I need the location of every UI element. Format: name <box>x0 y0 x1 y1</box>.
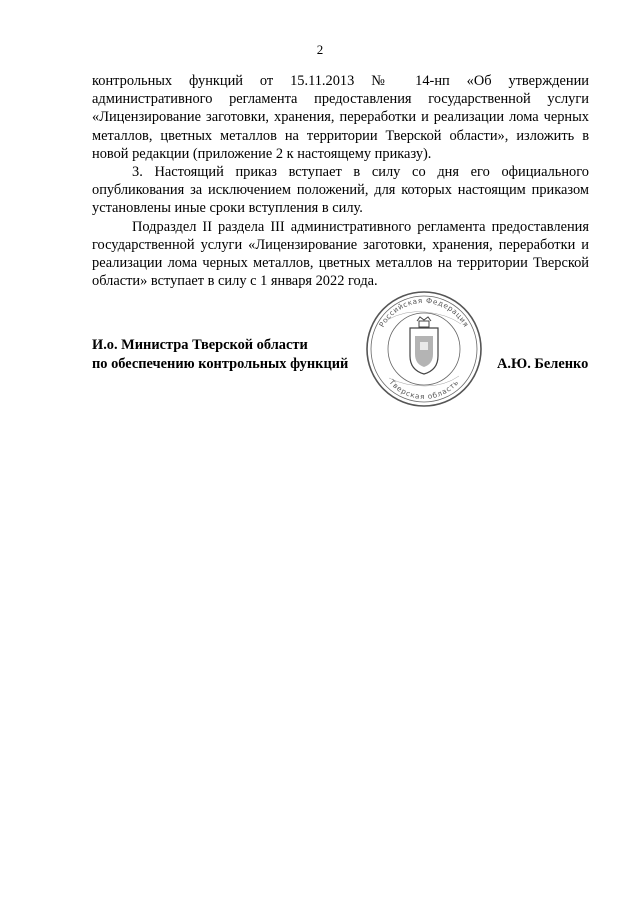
signatory-position <box>92 336 348 374</box>
official-seal-stamp <box>365 290 483 408</box>
page-number: 2 <box>316 42 324 57</box>
signatory-position-line-1: И.о. Министра Тверской области <box>92 337 308 353</box>
document-body <box>92 72 589 290</box>
svg-text:Тверская область <box>387 377 461 401</box>
paragraph-item-3: 3. Настоящий приказ вступает в силу со дня его официального опубликования за исключением положений, для которых настоящим приказом установлены иные сроки вступления в силу. <box>92 164 589 217</box>
signatory-name: А.Ю. Беленко <box>497 356 589 372</box>
signatory-position-line-2: по обеспечению контрольных функций <box>92 356 349 372</box>
svg-text:Российская Федерация <box>377 296 471 329</box>
paragraph-subsection: Подраздел II раздела III административного регламента предоставления государственной услуги «Лицензирование заготовки, хранения, переработки и реализации лома черных металлов, цветных металлов на территории Тверской области» вступает в силу с 1 января 2022 года. <box>92 218 589 290</box>
paragraph-continuation: контрольных функций от 15.11.2013 № 14-нп «Об утверждении административного регламента предоставления государственной услуги «Лицензирование заготовки, хранения, переработки и реализации лома черных металлов, цветных металлов на территории Тверской области», изложить в новой редакции (приложение 2 к настоящему приказу). <box>92 73 589 162</box>
seal-inner-text: Тверская область <box>387 377 461 402</box>
seal-outer-text: Российская Федерация <box>377 295 471 329</box>
coat-of-arms-icon <box>410 317 438 374</box>
